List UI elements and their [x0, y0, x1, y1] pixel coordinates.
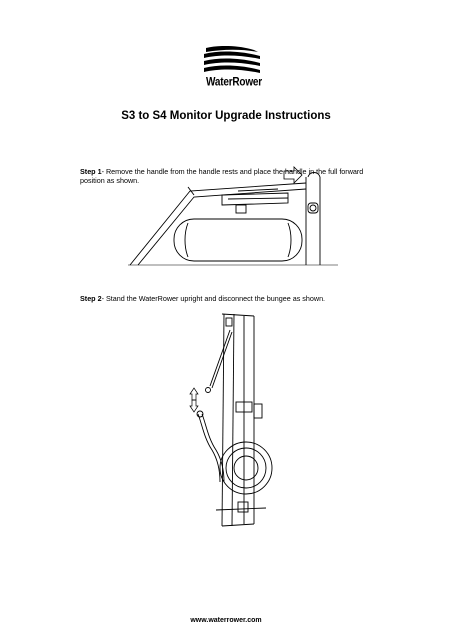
step-2-illustration — [186, 310, 276, 532]
step-1-text: - Remove the handle from the handle rests and place the handle in the full forward position as shown. — [80, 167, 364, 185]
page-title: S3 to S4 Monitor Upgrade Instructions — [121, 110, 331, 122]
footer-url[interactable]: www.waterrower.com — [190, 617, 262, 624]
brand-name: WaterRower — [206, 76, 262, 89]
step-2-instruction — [80, 294, 380, 303]
step-1-illustration — [128, 165, 338, 267]
step-2-text: - Stand the WaterRower upright and disconnect the bungee as shown. — [101, 294, 326, 303]
step-1-label: Step 1 — [80, 167, 102, 176]
step-2-label: Step 2 — [80, 294, 102, 303]
